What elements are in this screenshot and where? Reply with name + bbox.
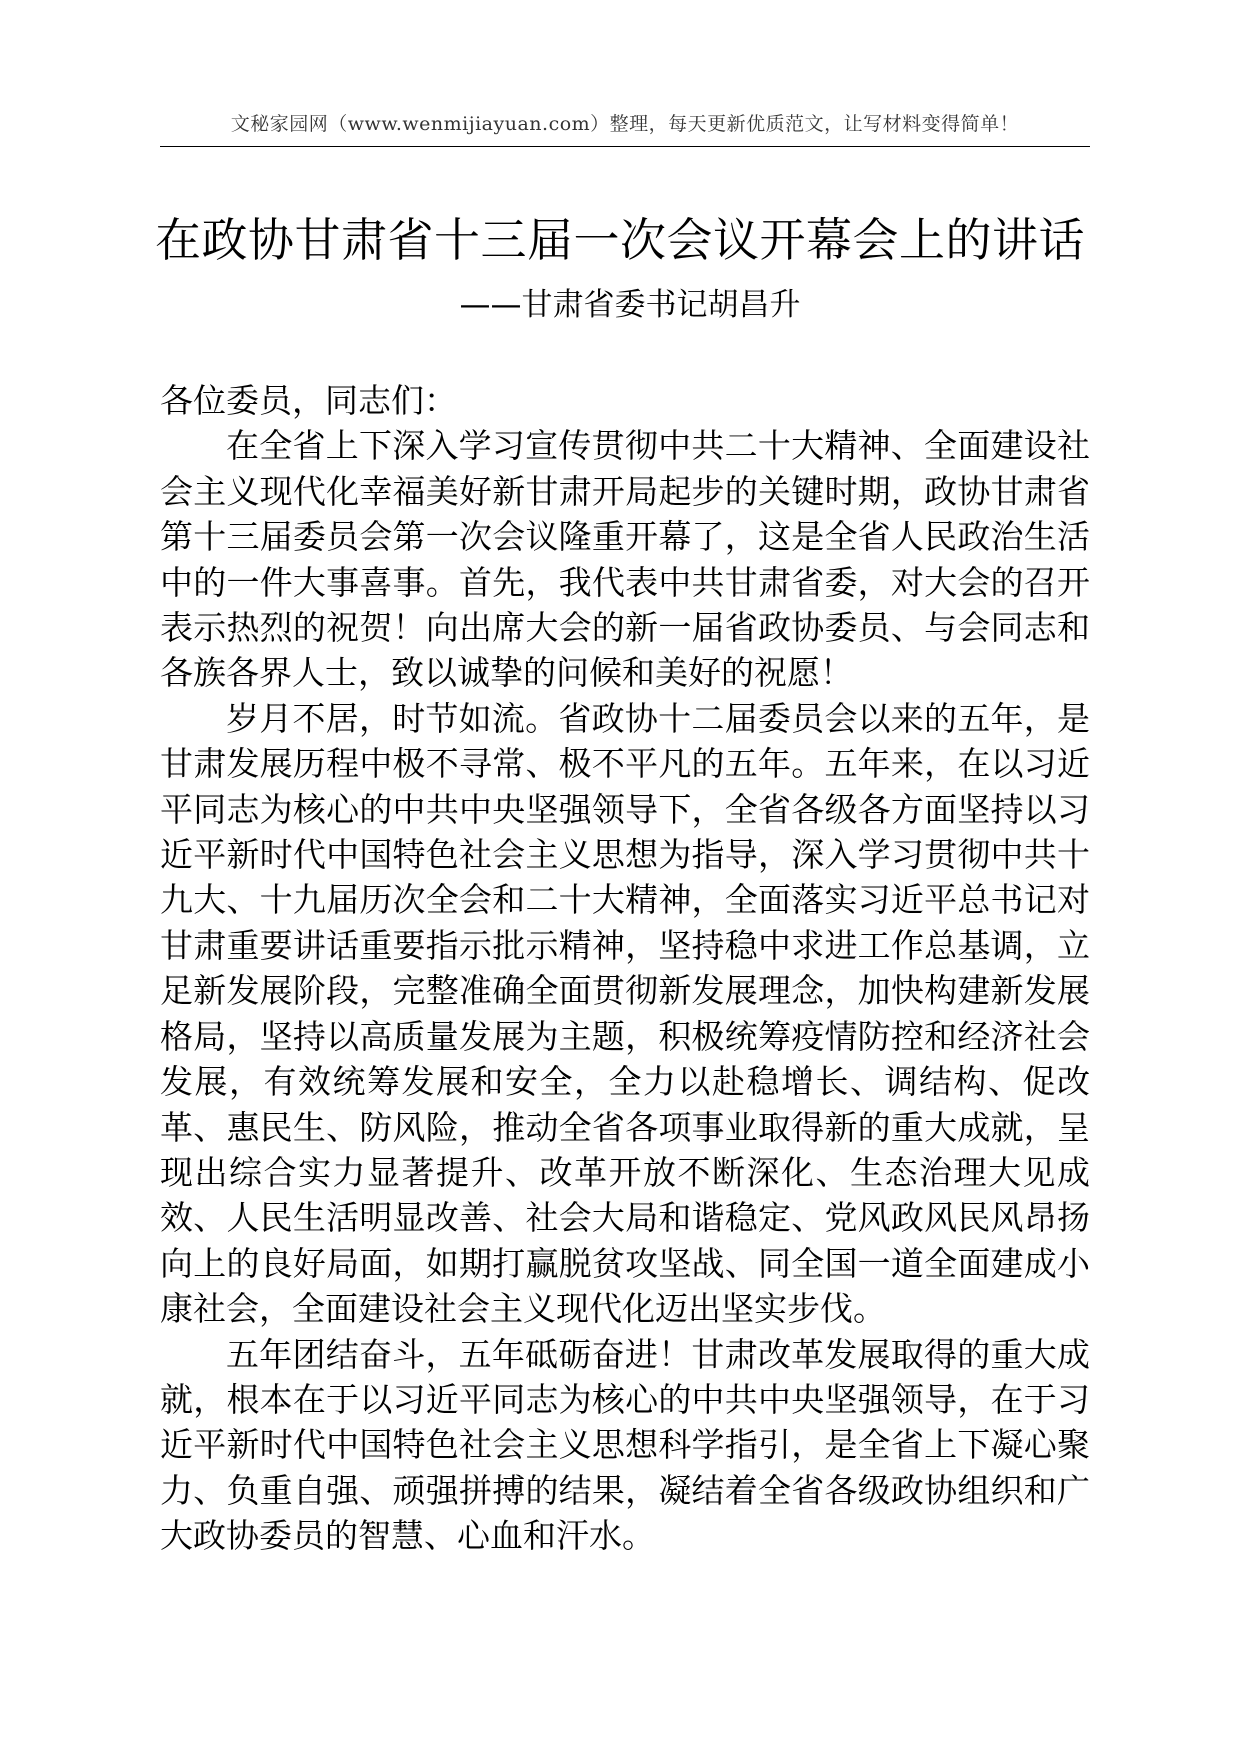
paragraph: 五年团结奋斗，五年砥砺奋进！甘肃改革发展取得的重大成就，根本在于以习近平同志为核心的中共中央坚强领导，在于习近平新时代中国特色社会主义思想科学指引，是全省上下凝心聚力、负重自强、顽强拼搏的结果，凝结着全省各级政协组织和广大政协委员的智慧、心血和汗水。	[160, 1334, 1090, 1556]
page-header: 文秘家园网（www.wenmijiayuan.com）整理，每天更新优质范文，让写材料变得简单！	[230, 113, 1020, 135]
header-divider	[160, 146, 1090, 147]
greeting: 各位委员，同志们：	[160, 381, 457, 420]
document-subtitle: ——甘肃省委书记胡昌升	[459, 287, 801, 323]
paragraph: 在全省上下深入学习宣传贯彻中共二十大精神、全面建设社会主义现代化幸福美好新甘肃开局起步的关键时期，政协甘肃省第十三届委员会第一次会议隆重开幕了，这是全省人民政治生活中的一件大事喜事。首先，我代表中共甘肃省委，对大会的召开表示热烈的祝贺！向出席大会的新一届省政协委员、与会同志和各族各界人士，致以诚挚的问候和美好的祝愿！	[160, 426, 1090, 693]
document-body	[160, 378, 1090, 1559]
paragraph: 岁月不居，时节如流。省政协十二届委员会以来的五年，是甘肃发展历程中极不寻常、极不平凡的五年。五年来，在以习近平同志为核心的中共中央坚强领导下，全省各级各方面坚持以习近平新时代中国特色社会主义思想为指导，深入学习贯彻中共十九大、十九届历次全会和二十大精神，全面落实习近平总书记对甘肃重要讲话重要指示批示精神，坚持稳中求进工作总基调，立足新发展阶段，完整准确全面贯彻新发展理念，加快构建新发展格局，坚持以高质量发展为主题，积极统筹疫情防控和经济社会发展，有效统筹发展和安全，全力以赴稳增长、调结构、促改革、惠民生、防风险，推动全省各项事业取得新的重大成就，呈现出综合实力显著提升、改革开放不断深化、生态治理大见成效、人民生活明显改善、社会大局和谐稳定、党风政风民风昂扬向上的良好局面，如期打赢脱贫攻坚战、同全国一道全面建成小康社会，全面建设社会主义现代化迈出坚实步伐。	[160, 698, 1090, 1329]
document-title: 在政协甘肃省十三届一次会议开幕会上的讲话	[155, 213, 1085, 267]
